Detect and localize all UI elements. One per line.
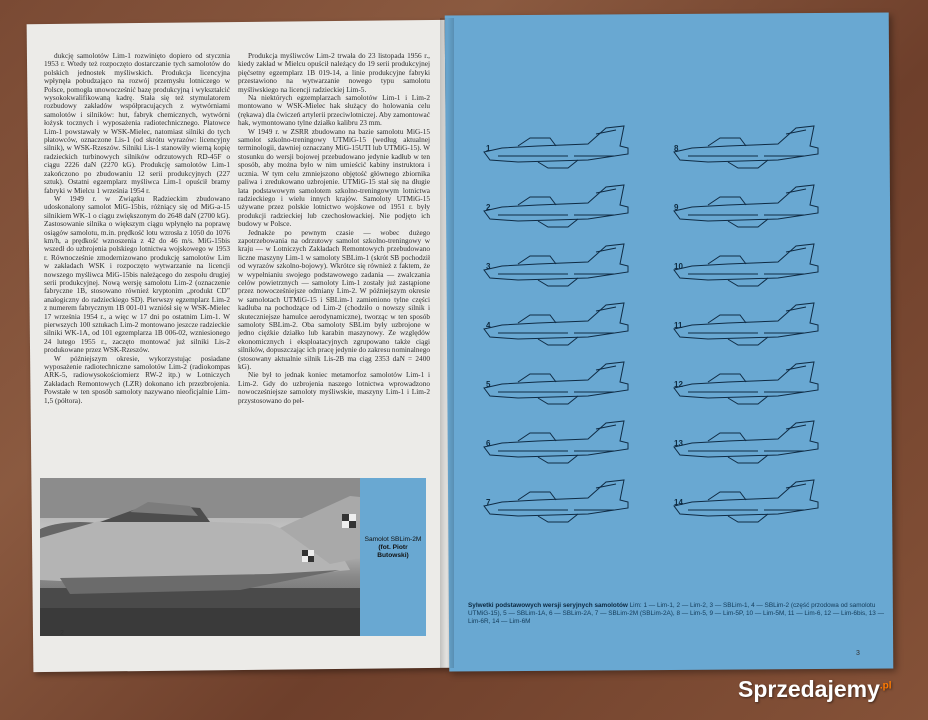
page-number-left: 2 (60, 630, 64, 637)
silhouette-number: 9 (674, 203, 679, 212)
photo-caption (360, 478, 426, 636)
silhouette-caption-title: Sylwetki podstawowych wersji seryjnych samolotów (468, 602, 628, 609)
silhouette-caption (468, 602, 888, 626)
silhouette-number: 14 (674, 498, 683, 507)
silhouette-number: 11 (674, 321, 683, 330)
silhouette-number: 8 (674, 144, 679, 153)
aircraft-silhouette (668, 413, 828, 473)
watermark-text: Sprzedajemy (738, 676, 880, 702)
aircraft-silhouette (478, 354, 638, 414)
left-text-column-1 (44, 52, 230, 470)
aircraft-silhouette (478, 413, 638, 473)
aircraft-silhouette (478, 236, 638, 296)
paragraph: W 1949 r. w ZSRR zbudowano na bazie samolotu MiG-15 samolot szkolno-treningowy UTMiG-15 (według aktualnej terminologii, dawniej oznaczany MiG-15UTI lub UTMiG-15). W stosunku do wersji bojowej przebudowano jedynie kadłub w ten sposób, aby można było w nim umieścić kabiny instruktora i ucznia. W tym celu zmniejszono objętość głównego zbiornika paliwa i zredukowano uzbrojenie. UTMiG-15 stał się na długie lata podstawowym samolotem szkolno-treningowym lotnictwa radzieckiego i wielu innych krajów. Samoloty UTMiG-15 używane przez polskie lotnictwo wojskowe od 1951 r. były produkcji radzieckiej lub czechosłowackiej. Nie podjęto ich budowy w Polsce. (238, 126, 430, 229)
aircraft-silhouette (668, 354, 828, 414)
silhouette-number: 10 (674, 262, 683, 271)
silhouette-number: 6 (486, 439, 491, 448)
left-text-column-2 (238, 52, 430, 470)
paragraph: Na niektórych egzemplarzach samolotów Lim-1 i Lim-2 montowano w WSK-Mielec hak służący do holowania celu (rękawa) dla ćwiczeń artylerii przeciwlotniczej. Aby zamontować hak, wymontowano tylne działko kalibru 23 mm. (238, 93, 430, 128)
aircraft-silhouette (478, 118, 638, 178)
aircraft-silhouette (668, 472, 828, 532)
silhouette-number: 2 (486, 203, 491, 212)
silhouette-number: 1 (486, 144, 491, 153)
paragraph: W 1949 r. w Związku Radzieckim zbudowano udoskonalony samolot MiG-15bis, różniący się od MiG-a-15 silnikiem WK-1 o ciągu zwiększonym do 2648 daN (2700 kG). Zastosowanie silnika o większym ciągu wpłynęło na poprawę osiągów samolotu, m.in. prędkość lotu wzrosła z 1050 do 1076 km/h, a prędkość wznoszenia z 42 do 46 m/s. MiG-15bis wszedł do uzbrojenia polskiego lotnictwa wojskowego w 1953 r. Równocześnie zmodernizowano produkcję samolotów Lim w zakładach WSK i rozpoczęto wytwarzanie na licencji nowszego myśliwca MiG-15bis należącego do zespołu drugiej serii produkcyjnej. Nową wersję samolotu Lim-2 (oznaczenie fabryczne 1B, stosowano również kryptonim „produkt CD” analogiczny do radzieckiego SD). Pierwszy egzemplarz Lim-2 z numerem fabrycznym 1B 001-01 wzniósł się w WSK-Mielec 17 września 1954 r., a więc w 17 dni po ostatnim Lim-1. W pierwszych 100 sztukach Lim-2 montowano jeszcze radzieckie silniki WK-1A, od 101 egzemplarza 1B 006-02, wzniesionego 24 lutego 1955 r., zaczęto montować już silniki Lis-2 produkowane przez WSK-Rzeszów. (44, 193, 230, 355)
watermark-logo (738, 676, 892, 703)
aircraft-silhouette (668, 118, 828, 178)
paragraph: Produkcja myśliwców Lim-2 trwała do 23 listopada 1956 r., kiedy zakład w Mielcu opuścił należący do 19 serii produkcyjnej pięćsetny egzemplarz 1B 019-14, a linie produkcyjne fabryki przestawiono na wytwarzanie nowego typu samolotu myśliwskiego na licencji radzieckiej Lim-5. (238, 52, 430, 94)
silhouette-number: 4 (486, 321, 491, 330)
aircraft-silhouette (668, 177, 828, 237)
photo-caption-credit: (fot. Piotr Butowski) (377, 544, 409, 559)
silhouette-caption-list: Lim: 1 — Lim-1, 2 — Lim-2, 3 — SBLim-1, 4 — SBLim-2 (część przodowa od samolotu UTMiG-15), 5 — SBLim-1A, 6 — SBLim-2A, 7 — SBLim-2M (SBLim-2A), 8 — Lim-5, 9 — Lim-5P, 10 — Lim-5M, 11 — Lim-6, 12 — Lim-6bis, 13 — Lim-6R, 14 — Lim-6M (468, 602, 884, 625)
aircraft-silhouette (478, 177, 638, 237)
paragraph: Jednakże po pewnym czasie — wobec dużego zapotrzebowania na odrzutowy samolot szkolno-treningowy w kraju — w Lotniczych Zakładach Remontowych przebudowano liczne maszyny Lim-1 w samoloty SBLim-1 (skrót SB pochodził od wyrazów szkolno-bojowy). Wkrótce się również z faktem, że w wypełnianiu swojego podstawowego zadania — zwalczania celów powietrznych — samoloty Lim-1 zostały już zastąpione przez nowocześniejsze odmiany Lim-2. W późniejszym okresie w samolotach UTMiG-15 i SBLim-1 zamieniono tylne części kadłuba na pochodzące od Lim-2 (chodziło o nowszy silnik i skuteczniejsze hamulce aerodynamiczne), tworząc w ten sposób samoloty SBLim-2. Oba samoloty SBLim były uzbrojone w jedno ciężkie działko lub karabin maszynowy. Ze względów ekonomicznych i eksploatacyjnych zgrupowano także ciągi silników, dopuszczając ich pracę jedynie do zakresu nominalnego (stosowany aktualnie silnik Lis-2B ma ciąg 2353 daN = 2400 kG). (238, 227, 430, 372)
photo-caption-title: Samolot SBLim-2M (364, 536, 422, 543)
paragraph: dukcję samolotów Lim-1 rozwinięto dopiero od stycznia 1953 r. Wtedy też rozpoczęto dostarczanie tych samolotów do polskich jednostek myśliwskich. Produkcja licencyjna wpłynęła pobudzająco na rozwój przemysłu lotniczego w Polsce, pomogła unowocześnić bazę produkcyjną i wykształcić wysokokwalifikowaną kadrę. Stała się też stymulatorem rozbudowy zakładów współpracujących z wytwórniami samolotów i silników: hut, fabryk chemicznych, wytwórni łożysk tocznych i wyposażenia radiotechnicznego. Płatowce Lim-1 powstawały w WSK-Mielec, natomiast silniki do tych płatowców, oznaczone Lis-1 (od skrótu wyrazów: licencyjny silnik), w WSK-Rzeszów. Silniki Lis-1 stanowiły wierną kopię radzieckich turbinowych silników odrzutowych RD-45F o ciągu 2226 daN (2270 kG). Produkcję samolotów Lim-1 zakończono po zbudowaniu 12 serii produkcyjnych (227 sztuk). Ostatni egzemplarz myśliwca Lim-1 opuścił bramy fabryki w Mielcu 1 września 1954 r. (44, 52, 230, 195)
silhouette-number: 3 (486, 262, 491, 271)
aircraft-silhouette (478, 472, 638, 532)
paragraph: Nie był to jednak koniec metamorfoz samolotów Lim-1 i Lim-2. Gdy do uzbrojenia naszego lotnictwa wprowadzono nowocześniejsze samoloty myśliwskie, maszyny Lim-1 i Lim-2 przystosowano do peł- (238, 370, 430, 405)
aircraft-silhouette (478, 295, 638, 355)
silhouette-number: 13 (674, 439, 683, 448)
silhouette-number: 12 (674, 380, 683, 389)
aircraft-silhouette (668, 295, 828, 355)
aircraft-silhouette (668, 236, 828, 296)
silhouette-number: 5 (486, 380, 491, 389)
silhouette-number: 7 (486, 498, 491, 507)
page-number-right: 3 (856, 650, 860, 657)
paragraph: W późniejszym okresie, wykorzystując posiadane wyposażenie radiotechniczne samolotów Lim-2 (radiokompas ARK-5, radiowysokościomierz RW-2 itp.) w Lotniczych Zakładach Remontowych (LZR) dokonano ich przezbrojenia. Powstałe w ten sposób samoloty nazywano nieoficjalnie Lim-1,5 (półtora). (44, 353, 230, 405)
watermark-tld: .pl (879, 680, 892, 692)
book-spine (440, 18, 454, 668)
